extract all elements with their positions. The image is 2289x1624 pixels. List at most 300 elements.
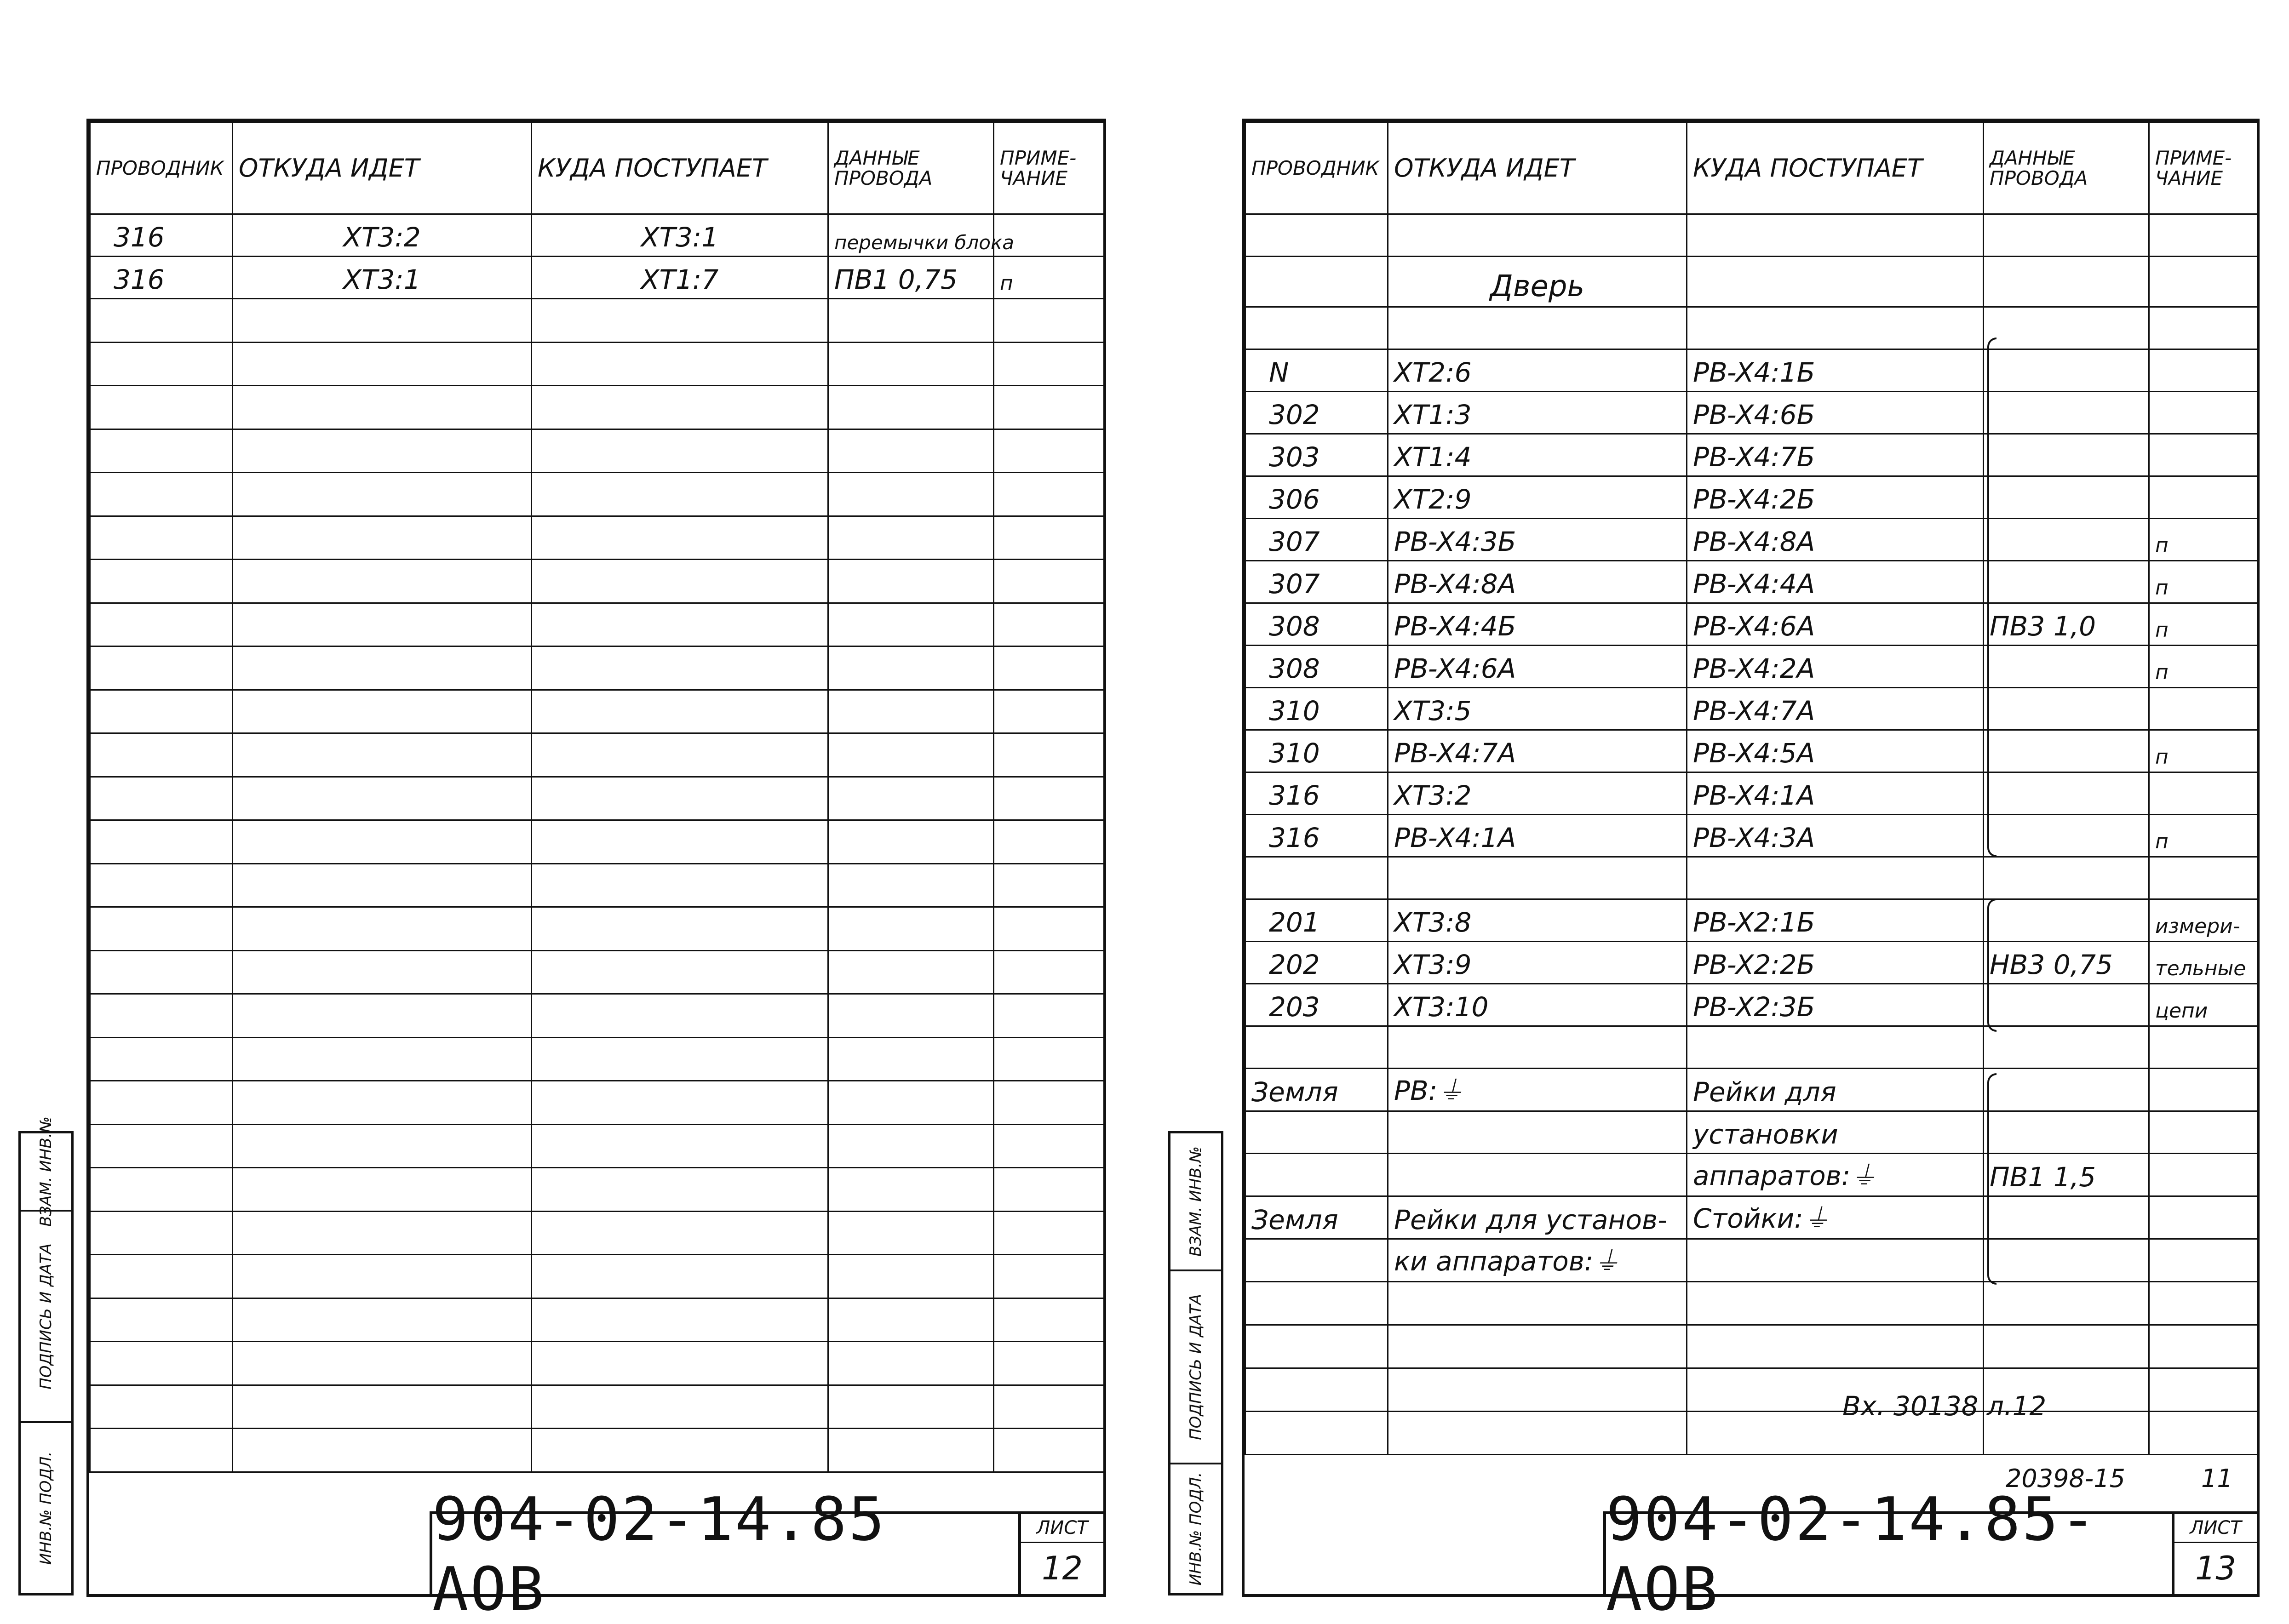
table-cell-empty xyxy=(828,820,994,864)
note-cell: цепи xyxy=(2149,984,2258,1026)
conductor-cell: 306 xyxy=(1245,476,1388,519)
side-strip-left-inv-replace: ВЗАМ. ИНВ.№ xyxy=(37,1116,55,1227)
to-cell: PB-X4:4A xyxy=(1687,561,1984,603)
table-cell-empty xyxy=(994,1385,1104,1429)
table-row-empty xyxy=(90,429,1104,473)
table-cell-empty xyxy=(1245,1325,1388,1368)
table-cell-empty xyxy=(90,994,233,1038)
wiring-table-right xyxy=(1245,121,2258,1455)
side-strip-right-inv-replace: ВЗАМ. ИНВ.№ xyxy=(1187,1146,1205,1257)
table-cell-empty xyxy=(233,1081,532,1125)
table-cell-empty xyxy=(994,1342,1104,1385)
from-cell: ки аппаратов:⏚ xyxy=(1388,1239,1687,1282)
brace-group-nv3 xyxy=(1987,898,1996,1032)
from-cell: XT3:2 xyxy=(233,214,532,257)
table-cell-empty xyxy=(90,1168,233,1212)
table-cell-empty xyxy=(532,1298,828,1342)
conductor-cell xyxy=(1245,1239,1388,1282)
to-cell xyxy=(1687,1026,1984,1069)
header-from: ОТКУДА ИДЕТ xyxy=(233,122,532,214)
conductor-cell xyxy=(1245,1111,1388,1154)
table-cell-empty xyxy=(233,1255,532,1298)
table-cell-empty xyxy=(828,994,994,1038)
wire-data-cell xyxy=(1984,899,2149,942)
to-cell: установки xyxy=(1687,1111,1984,1154)
from-cell xyxy=(1388,1111,1687,1154)
table-cell-empty xyxy=(233,1342,532,1385)
doc-code-left: 904-02-14.85 АОВ xyxy=(432,1484,887,1624)
table-cell-empty xyxy=(994,516,1104,560)
table-cell-empty xyxy=(233,603,532,646)
table-cell-empty xyxy=(828,429,994,473)
conductor-cell: 202 xyxy=(1245,942,1388,984)
table-row xyxy=(1245,603,2258,646)
table-cell-empty xyxy=(90,603,233,646)
table-cell-empty xyxy=(90,777,233,820)
table-cell-empty xyxy=(233,386,532,429)
table-cell-empty xyxy=(1687,1325,1984,1368)
from-cell: PB-X4:8A xyxy=(1388,561,1687,603)
header-wire-data: ДАННЫЕ ПРОВОДА xyxy=(828,122,994,214)
table-cell-empty xyxy=(1245,307,1388,349)
conductor-cell: 316 xyxy=(1245,772,1388,815)
wire-data-cell xyxy=(1984,984,2149,1026)
to-cell: Рейки для xyxy=(1687,1069,1984,1111)
wire-data-cell: перемычки блока xyxy=(828,214,994,257)
table-cell-empty xyxy=(90,1124,233,1168)
table-cell-empty xyxy=(532,299,828,343)
table-row xyxy=(1245,688,2258,730)
from-cell: XT2:6 xyxy=(1388,349,1687,392)
table-cell-empty xyxy=(532,473,828,516)
table-cell-empty xyxy=(90,820,233,864)
table-cell-empty xyxy=(828,646,994,690)
to-cell: PB-X4:7A xyxy=(1687,688,1984,730)
note-cell: п xyxy=(2149,815,2258,857)
table-cell-empty xyxy=(233,1298,532,1342)
from-cell: PB-X4:4Б xyxy=(1388,603,1687,646)
header-note: ПРИМЕ-ЧАНИЕ xyxy=(994,122,1104,214)
table-cell-empty xyxy=(994,560,1104,603)
note-cell: п xyxy=(994,257,1104,299)
table-cell-empty xyxy=(828,1298,994,1342)
table-cell-empty xyxy=(532,560,828,603)
wire-data-cell xyxy=(1984,392,2149,434)
conductor-cell xyxy=(1245,857,1388,899)
from-cell xyxy=(1388,1154,1687,1196)
table-row xyxy=(1245,899,2258,942)
table-row-empty xyxy=(90,1081,1104,1125)
table-cell-empty xyxy=(90,863,233,907)
table-cell-empty xyxy=(90,907,233,951)
to-cell xyxy=(1687,1239,1984,1282)
table-cell-empty xyxy=(532,777,828,820)
note-cell: п xyxy=(2149,603,2258,646)
table-cell-empty xyxy=(532,516,828,560)
table-cell-empty xyxy=(828,1255,994,1298)
table-cell-empty xyxy=(532,863,828,907)
table-cell-empty xyxy=(90,733,233,777)
table-row-empty xyxy=(90,907,1104,951)
sheet-number-box-left xyxy=(1018,1511,1103,1594)
note-cell xyxy=(2149,349,2258,392)
table-row-empty xyxy=(90,1124,1104,1168)
table-cell-empty xyxy=(532,907,828,951)
table-row xyxy=(1245,349,2258,392)
wire-data-cell xyxy=(1984,476,2149,519)
table-row xyxy=(1245,519,2258,561)
table-row xyxy=(1245,730,2258,772)
table-cell-empty xyxy=(828,777,994,820)
table-cell-empty xyxy=(90,1298,233,1342)
table-cell-empty xyxy=(828,907,994,951)
to-cell: PB-X4:6Б xyxy=(1687,392,1984,434)
table-cell-empty xyxy=(233,690,532,733)
wire-data-cell: ПВ1 1,5 xyxy=(1984,1154,2149,1196)
section-title: Дверь xyxy=(1388,257,1687,307)
wire-data-cell xyxy=(1984,1239,2149,1282)
table-cell-empty xyxy=(994,1037,1104,1081)
note-cell xyxy=(2149,476,2258,519)
table-cell-empty xyxy=(233,1037,532,1081)
to-cell: PB-X4:5A xyxy=(1687,730,1984,772)
table-row-empty xyxy=(90,560,1104,603)
note-cell xyxy=(2149,1154,2258,1196)
table-cell-empty xyxy=(994,1081,1104,1125)
to-cell: PB-X4:1Б xyxy=(1687,349,1984,392)
table-cell-empty xyxy=(1687,257,1984,307)
table-row-empty xyxy=(1245,1325,2258,1368)
table-cell-empty xyxy=(233,1168,532,1212)
to-cell: аппаратов:⏚ xyxy=(1687,1154,1984,1196)
wiring-table-left xyxy=(89,121,1105,1473)
conductor-cell: 310 xyxy=(1245,730,1388,772)
table-row-empty xyxy=(90,386,1104,429)
table-row-empty xyxy=(1245,214,2258,257)
table-cell-empty xyxy=(2149,1282,2258,1325)
table-cell-empty xyxy=(90,1211,233,1255)
table-cell-empty xyxy=(233,907,532,951)
table-cell-empty xyxy=(233,516,532,560)
to-cell: PB-X2:2Б xyxy=(1687,942,1984,984)
table-cell-empty xyxy=(90,429,233,473)
table-cell-empty xyxy=(994,777,1104,820)
side-strip-left-inv-original: ИНВ.№ ПОДЛ. xyxy=(37,1451,55,1565)
from-cell: XT1:3 xyxy=(1388,392,1687,434)
note-cell xyxy=(2149,1069,2258,1111)
wire-data-cell: НВ3 0,75 xyxy=(1984,942,2149,984)
brace-group-pv3 xyxy=(1987,337,1996,857)
table-cell-empty xyxy=(233,777,532,820)
table-row xyxy=(1245,1026,2258,1069)
table-cell-empty xyxy=(828,1429,994,1472)
note-cell xyxy=(2149,392,2258,434)
note-cell: тельные xyxy=(2149,942,2258,984)
table-cell-empty xyxy=(532,603,828,646)
table-cell-empty xyxy=(1687,214,1984,257)
table-row-empty xyxy=(90,299,1104,343)
table-row-empty xyxy=(90,994,1104,1038)
table-row xyxy=(1245,392,2258,434)
from-cell: XT3:2 xyxy=(1388,772,1687,815)
sheet-right xyxy=(1242,119,2260,1624)
header-note: ПРИМЕ-ЧАНИЕ xyxy=(2149,122,2258,214)
table-cell-empty xyxy=(532,690,828,733)
from-cell: PB-X4:7A xyxy=(1388,730,1687,772)
table-row xyxy=(1245,772,2258,815)
table-cell-empty xyxy=(1984,257,2149,307)
table-row xyxy=(1245,815,2258,857)
table-cell-empty xyxy=(828,299,994,343)
table-row xyxy=(1245,1154,2258,1196)
wire-data-cell xyxy=(1984,688,2149,730)
sheet-label-right: ЛИСТ xyxy=(2174,1514,2257,1543)
table-row xyxy=(1245,646,2258,688)
table-row xyxy=(90,214,1104,257)
to-cell: XT1:7 xyxy=(532,257,828,299)
sheet-label-left: ЛИСТ xyxy=(1021,1514,1103,1543)
table-row xyxy=(1245,1196,2258,1239)
table-cell-empty xyxy=(233,1385,532,1429)
sheet-number-right: 13 xyxy=(2195,1550,2237,1587)
table-cell-empty xyxy=(994,1298,1104,1342)
table-cell-empty xyxy=(90,1037,233,1081)
table-row xyxy=(1245,1069,2258,1111)
table-cell-empty xyxy=(1245,257,1388,307)
wire-data-cell xyxy=(1984,1026,2149,1069)
side-strip-right-inv-original: ИНВ.№ ПОДЛ. xyxy=(1187,1472,1205,1586)
table-cell-empty xyxy=(233,342,532,386)
header-to: КУДА ПОСТУПАЕТ xyxy=(1687,122,1984,214)
conductor-cell: 203 xyxy=(1245,984,1388,1026)
table-cell-empty xyxy=(233,646,532,690)
table-cell-empty xyxy=(532,733,828,777)
table-cell-empty xyxy=(828,950,994,994)
table-cell-empty xyxy=(532,1255,828,1298)
table-cell-empty xyxy=(233,950,532,994)
conductor-cell xyxy=(1245,1154,1388,1196)
wire-data-cell xyxy=(1984,561,2149,603)
table-cell-empty xyxy=(90,516,233,560)
to-cell: XT3:1 xyxy=(532,214,828,257)
header-to: КУДА ПОСТУПАЕТ xyxy=(532,122,828,214)
from-cell: Рейки для установ- xyxy=(1388,1196,1687,1239)
table-cell-empty xyxy=(828,560,994,603)
note-cell xyxy=(2149,1239,2258,1282)
wire-data-cell: ПВ3 1,0 xyxy=(1984,603,2149,646)
table-cell-empty xyxy=(90,690,233,733)
wire-data-cell xyxy=(1984,857,2149,899)
table-cell-empty xyxy=(2149,1325,2258,1368)
note-cell: п xyxy=(2149,730,2258,772)
table-cell-empty xyxy=(233,473,532,516)
note-cell: п xyxy=(2149,646,2258,688)
note-cell: п xyxy=(2149,519,2258,561)
table-cell-empty xyxy=(532,429,828,473)
sheet-number-box-right xyxy=(2172,1511,2257,1594)
table-cell-empty xyxy=(1388,1282,1687,1325)
archive-sheet: 11 xyxy=(2201,1464,2233,1493)
conductor-cell: 316 xyxy=(90,257,233,299)
table-row-empty xyxy=(90,1255,1104,1298)
table-row-empty xyxy=(90,950,1104,994)
header-conductor: ПРОВОДНИК xyxy=(90,122,233,214)
table-cell-empty xyxy=(233,863,532,907)
table-row-empty xyxy=(90,733,1104,777)
from-cell: PB:⏚ xyxy=(1388,1069,1687,1111)
from-cell: XT2:9 xyxy=(1388,476,1687,519)
table-cell-empty xyxy=(90,1081,233,1125)
table-cell-empty xyxy=(90,299,233,343)
sheet-number-left: 12 xyxy=(1041,1550,1083,1587)
wire-data-cell xyxy=(1984,646,2149,688)
table-cell-empty xyxy=(532,646,828,690)
table-cell-empty xyxy=(532,820,828,864)
table-row-empty xyxy=(90,1211,1104,1255)
table-cell-empty xyxy=(90,560,233,603)
conductor-cell: Земля xyxy=(1245,1196,1388,1239)
table-row xyxy=(1245,561,2258,603)
conductor-cell: 303 xyxy=(1245,434,1388,476)
table-cell-empty xyxy=(90,473,233,516)
table-cell-empty xyxy=(233,1429,532,1472)
table-row xyxy=(1245,1111,2258,1154)
title-block-left xyxy=(430,1484,1018,1624)
table-cell-empty xyxy=(2149,1412,2258,1455)
table-row-empty xyxy=(90,1037,1104,1081)
from-cell: XT3:5 xyxy=(1388,688,1687,730)
note-cell xyxy=(2149,688,2258,730)
table-cell-empty xyxy=(828,1124,994,1168)
archive-number: 20398-15 xyxy=(2006,1464,2125,1493)
table-cell-empty xyxy=(2149,214,2258,257)
table-row-empty xyxy=(1245,307,2258,349)
table-cell-empty xyxy=(994,1124,1104,1168)
table-cell-empty xyxy=(532,1342,828,1385)
table-cell-empty xyxy=(532,994,828,1038)
conductor-cell: 307 xyxy=(1245,561,1388,603)
table-row-empty xyxy=(1245,1368,2258,1412)
note-cell xyxy=(2149,772,2258,815)
note-cell xyxy=(2149,1196,2258,1239)
table-row xyxy=(1245,857,2258,899)
table-cell-empty xyxy=(233,994,532,1038)
from-cell: XT3:1 xyxy=(233,257,532,299)
table-row xyxy=(1245,1239,2258,1282)
wire-data-cell xyxy=(1984,1069,2149,1111)
table-cell-empty xyxy=(994,690,1104,733)
conductor-cell: 201 xyxy=(1245,899,1388,942)
table-cell-empty xyxy=(994,907,1104,951)
table-cell-empty xyxy=(828,1081,994,1125)
table-cell-empty xyxy=(1388,214,1687,257)
conductor-cell: 316 xyxy=(90,214,233,257)
table-cell-empty xyxy=(828,516,994,560)
table-cell-empty xyxy=(994,1168,1104,1212)
from-cell: PB-X4:1A xyxy=(1388,815,1687,857)
table-cell-empty xyxy=(1687,307,1984,349)
table-cell-empty xyxy=(994,603,1104,646)
from-cell xyxy=(1388,1026,1687,1069)
table-row-empty xyxy=(90,1298,1104,1342)
from-cell: XT3:8 xyxy=(1388,899,1687,942)
note-cell: измери- xyxy=(2149,899,2258,942)
table-cell-empty xyxy=(994,646,1104,690)
conductor-cell: 310 xyxy=(1245,688,1388,730)
table-cell-empty xyxy=(994,342,1104,386)
note-cell xyxy=(2149,1026,2258,1069)
from-cell: XT1:4 xyxy=(1388,434,1687,476)
to-cell: PB-X4:3A xyxy=(1687,815,1984,857)
to-cell: PB-X4:6A xyxy=(1687,603,1984,646)
table-cell-empty xyxy=(90,386,233,429)
table-cell-empty xyxy=(1388,1412,1687,1455)
conductor-cell: 302 xyxy=(1245,392,1388,434)
incoming-stamp-note: Вх. 30138 л.12 xyxy=(1842,1390,2047,1422)
table-cell-empty xyxy=(532,342,828,386)
table-cell-empty xyxy=(828,1037,994,1081)
table-cell-empty xyxy=(90,342,233,386)
table-row-empty xyxy=(1245,1412,2258,1455)
table-cell-empty xyxy=(532,1429,828,1472)
table-row xyxy=(1245,476,2258,519)
to-cell: Стойки:⏚ xyxy=(1687,1196,1984,1239)
table-cell-empty xyxy=(90,1429,233,1472)
table-row-empty xyxy=(90,603,1104,646)
table-row xyxy=(1245,942,2258,984)
conductor-cell: 307 xyxy=(1245,519,1388,561)
table-cell-empty xyxy=(532,1081,828,1125)
table-row xyxy=(1245,434,2258,476)
table-cell-empty xyxy=(1984,307,2149,349)
from-cell: XT3:9 xyxy=(1388,942,1687,984)
table-cell-empty xyxy=(233,733,532,777)
table-cell-empty xyxy=(233,820,532,864)
table-row-empty xyxy=(90,646,1104,690)
wire-data-cell xyxy=(1984,349,2149,392)
table-cell-empty xyxy=(828,1342,994,1385)
table-cell-empty xyxy=(1245,1282,1388,1325)
table-cell-empty xyxy=(90,950,233,994)
wire-data-cell xyxy=(1984,434,2149,476)
section-row xyxy=(1245,257,2258,307)
table-cell-empty xyxy=(2149,1368,2258,1412)
header-from: ОТКУДА ИДЕТ xyxy=(1388,122,1687,214)
table-cell-empty xyxy=(1245,214,1388,257)
table-cell-empty xyxy=(828,1385,994,1429)
note-cell xyxy=(2149,434,2258,476)
to-cell: PB-X4:2Б xyxy=(1687,476,1984,519)
note-cell: п xyxy=(2149,561,2258,603)
table-cell-empty xyxy=(994,1429,1104,1472)
table-cell-empty xyxy=(1984,1325,2149,1368)
side-strip-left-signature: ПОДПИСЬ И ДАТА xyxy=(37,1243,55,1390)
conductor-cell xyxy=(1245,1026,1388,1069)
table-cell-empty xyxy=(828,733,994,777)
table-cell-empty xyxy=(90,1385,233,1429)
table-row-empty xyxy=(90,1342,1104,1385)
conductor-cell: Земля xyxy=(1245,1069,1388,1111)
table-row-empty xyxy=(1245,1282,2258,1325)
table-cell-empty xyxy=(2149,257,2258,307)
wire-data-cell xyxy=(1984,815,2149,857)
table-row-empty xyxy=(90,777,1104,820)
to-cell: PB-X2:3Б xyxy=(1687,984,1984,1026)
table-cell-empty xyxy=(994,473,1104,516)
table-cell-empty xyxy=(828,690,994,733)
table-cell-empty xyxy=(532,1037,828,1081)
brace-group-pv1 xyxy=(1987,1073,1996,1285)
